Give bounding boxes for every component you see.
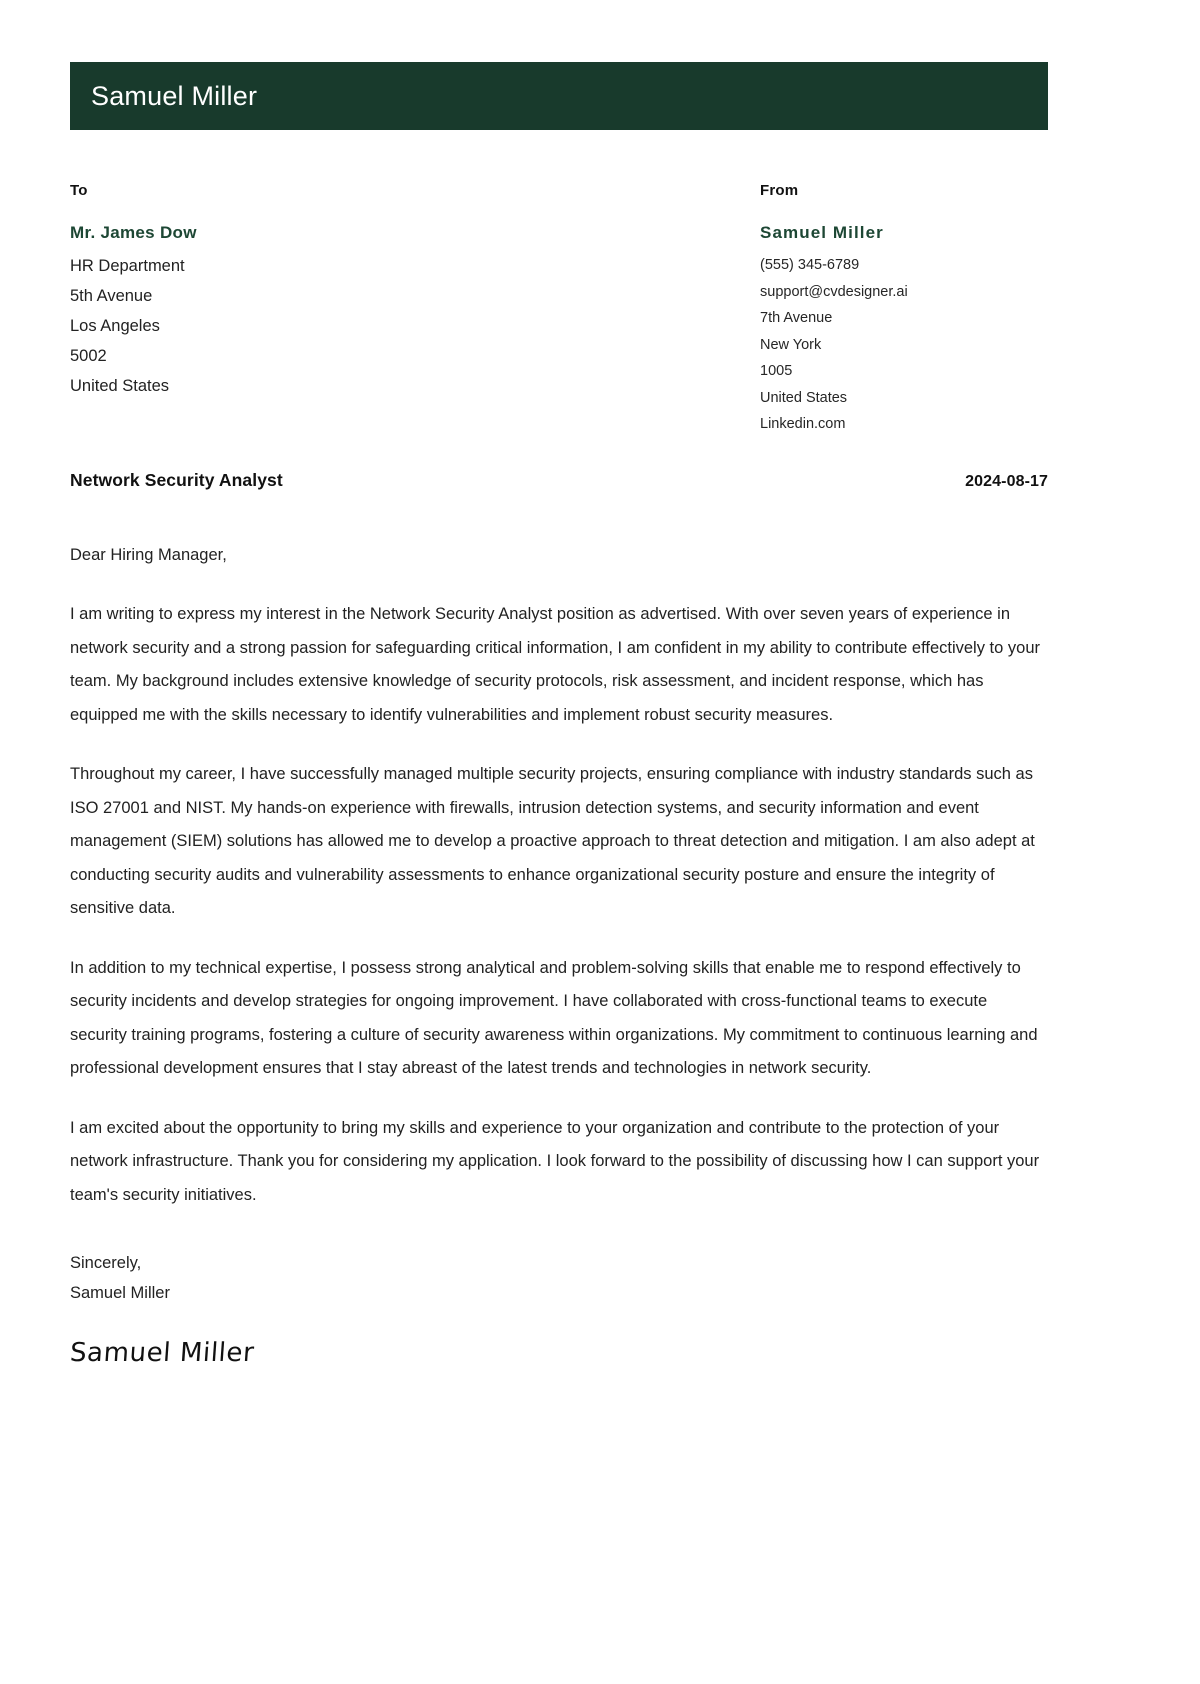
sender-email: support@cvdesigner.ai [760,283,908,300]
job-title: Network Security Analyst [70,470,283,490]
closing-name: Samuel Miller [70,1284,170,1302]
body-paragraph: Throughout my career, I have successfully managed multiple security projects, ensuring compliance with industry standards such as ISO 27001 and NIST. My hands-on experience with firewalls, intrusion detection systems, and security information and event management (SIEM) solutions has allowed me to develop a proactive approach to threat detection and mitigation. I am also adept at conducting security audits and vulnerability assessments to enhance organizational security posture and ensure the integrity of sensitive data. [70,765,1035,917]
signature: Samuel Miller [68,1338,256,1368]
sender-address-line: 7th Avenue [760,310,833,326]
letter-date: 2024-08-17 [965,473,1048,490]
body-paragraph: I am writing to express my interest in the Network Security Analyst position as advertised. With over seven years of experience in network security and a strong passion for safeguarding critical information, I am confident in my ability to contribute effectively to your team. My background includes extensive knowledge of security protocols, risk assessment, and incident response, which has equipped me with the skills necessary to identify vulnerabilities and implement robust security measures. [70,605,1041,724]
sender-address-line: 1005 [760,363,793,379]
sender-heading: From [760,182,799,199]
subject-row [70,470,1048,491]
recipient-heading: To [70,182,88,199]
closing-salutation: Sincerely, [70,1254,142,1272]
salutation: Dear Hiring Manager, [70,546,227,564]
sender-name: Samuel Miller [760,223,884,242]
body-paragraph: In addition to my technical expertise, I possess strong analytical and problem-solving skills that enable me to respond effectively to security incidents and develop strategies for ongoing improvement. I have collaborated with cross-functional teams to execute security training programs, fostering a culture of security awareness within organizations. My commitment to continuous learning and professional development ensures that I stay abreast of the latest trends and technologies in network security. [70,958,1038,1077]
recipient-address-line: United States [70,377,170,395]
letter-body [70,540,1048,1368]
sender-column [760,182,1048,438]
sender-phone: (555) 345-6789 [760,257,860,273]
body-paragraph: I am excited about the opportunity to bring my skills and experience to your organization and contribute to the protection of your network infrastructure. Thank you for considering my application. I look forward to the possibility of discussing how I can support your team's security initiatives. [70,1118,1040,1204]
recipient-name: Mr. James Dow [70,223,197,242]
recipient-address-line: Los Angeles [70,317,160,335]
recipient-address-line: 5002 [70,347,107,365]
sender-address-line: United States [760,389,848,406]
sender-linkedin: Linkedin.com [760,416,846,432]
closing-block [70,1248,1048,1368]
recipient-address-line: HR Department [70,257,185,275]
address-section [70,182,1048,438]
sender-address-line: New York [760,336,822,353]
header-banner [70,62,1048,130]
recipient-address-line: 5th Avenue [70,287,153,305]
recipient-column [70,182,760,438]
candidate-name-heading: Samuel Miller [91,80,258,111]
